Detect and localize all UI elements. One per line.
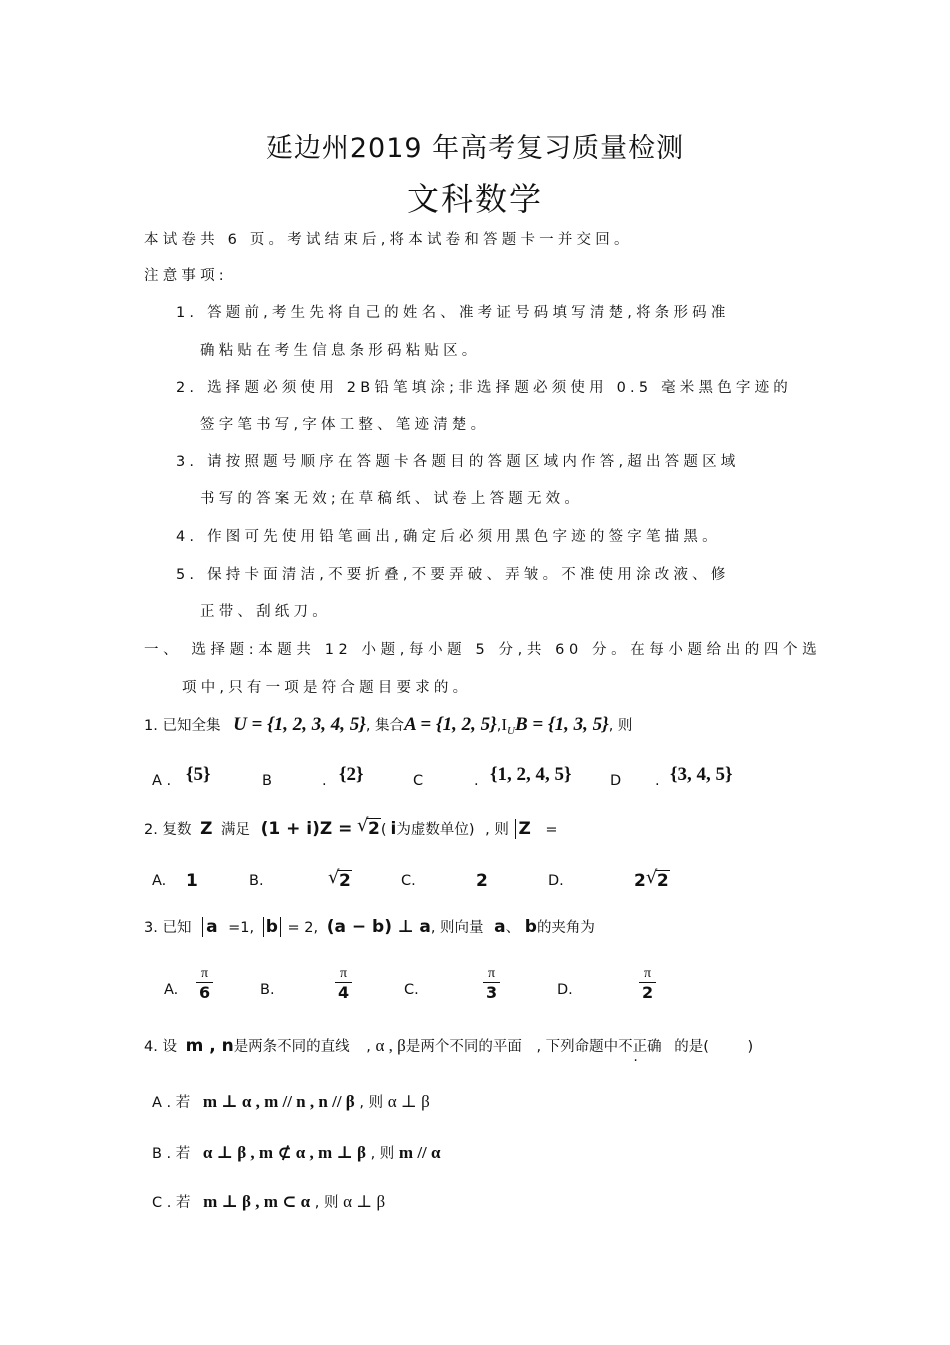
- q2-option-c-value: 2: [476, 871, 488, 891]
- q4-planes-ab: α , β: [375, 1036, 406, 1055]
- q4-option-b-conclusion: m // α: [398, 1143, 441, 1162]
- note-2-line-1: 2. 选择题必须使用 2B铅笔填涂;非选择题必须使用 0.5 毫米黑色字迹的: [176, 380, 793, 396]
- note-5-line-1: 5. 保持卡面清洁,不要折叠,不要弄破、弄皱。不准使用涂改液、修: [176, 567, 730, 583]
- note-3-line-2: 书写的答案无效;在草稿纸、试卷上答题无效。: [200, 491, 584, 507]
- q2-option-a[interactable]: A.: [152, 873, 167, 889]
- q3-option-a[interactable]: A.: [164, 982, 179, 998]
- q2-option-a-value: 1: [186, 871, 198, 891]
- q3-norm-a: a: [202, 917, 217, 937]
- q1-option-b-value: {2}: [339, 764, 364, 785]
- q4-option-a-condition: m ⊥ α , m // n , n // β: [202, 1092, 355, 1111]
- q3-option-b-value: $\frac{\pi}{4}$: [335, 966, 352, 1002]
- q1-option-a[interactable]: A .: [152, 773, 172, 789]
- q4-lines-mn: m , n: [185, 1036, 234, 1056]
- note-1-line-2: 确粘贴在考生信息条形码粘贴区。: [200, 343, 481, 359]
- q2-sqrt-2: √ 2: [356, 815, 380, 839]
- question-3: 3. 已知 a =1, b = 2, (a − b) ⊥ a, 则向量 a、 b的夹角为: [144, 917, 595, 937]
- q4-option-b[interactable]: B . 若 α ⊥ β , m ⊄ α , m ⊥ β , 则 m // α: [152, 1143, 441, 1162]
- question-2: 2. 复数 Z 满足 (1 + i)Z = √ 2( i为虚数单位) , 则 Z =: [144, 815, 558, 839]
- exam-subject: 文科数学: [406, 180, 543, 218]
- q4-emphasis-incorrect: 不正确: [618, 1039, 662, 1055]
- q3-option-d-value: $\frac{\pi}{2}$: [639, 966, 656, 1002]
- note-5-line-2: 正带、刮纸刀。: [200, 604, 331, 620]
- q1-set-a: A = {1, 2, 5}: [404, 714, 497, 735]
- q3-vector-b: b: [524, 917, 537, 937]
- q2-option-b-value: √ 2: [328, 867, 351, 891]
- q4-option-b-condition: α ⊥ β , m ⊄ α , m ⊥ β: [202, 1143, 366, 1162]
- q3-option-c-value: $\frac{\pi}{3}$: [483, 966, 500, 1002]
- section-heading-line-2: 项中,只有一项是符合题目要求的。: [182, 680, 472, 696]
- q3-option-a-value: $\frac{\pi}{6}$: [196, 966, 213, 1002]
- q4-option-c[interactable]: C . 若 m ⊥ β , m ⊂ α , 则 α ⊥ β: [152, 1192, 386, 1211]
- q1-complement-symbol: I: [501, 715, 508, 734]
- note-3-line-1: 3. 请按照题号顺序在答题卡各题目的答题区域内作答,超出答题区域: [176, 454, 740, 470]
- q2-option-c[interactable]: C.: [401, 873, 416, 889]
- exam-title: 延边州2019 年高考复习质量检测: [265, 133, 685, 164]
- q3-norm-b: b: [263, 917, 281, 937]
- note-2-line-2: 签字笔书写,字体工整、笔迹清楚。: [200, 417, 490, 433]
- q1-option-d-value: {3, 4, 5}: [670, 764, 733, 785]
- q4-option-a[interactable]: A . 若 m ⊥ α , m // n , n // β , 则 α ⊥ β: [152, 1092, 430, 1111]
- q1-prefix: 1. 已知全集: [144, 718, 221, 734]
- notice-heading: 注意事项:: [144, 268, 228, 284]
- intro-line: 本试卷共 6 页。考试结束后,将本试卷和答题卡一并交回。: [144, 232, 633, 248]
- q2-option-d[interactable]: D.: [548, 873, 564, 889]
- note-4-line-1: 4. 作图可先使用铅笔画出,确定后必须用黑色字迹的签字笔描黑。: [176, 529, 721, 545]
- q2-abs-z: Z: [515, 819, 530, 839]
- note-1-line-1: 1. 答题前,考生先将自己的姓名、准考证号码填写清楚,将条形码准: [176, 305, 730, 321]
- q1-option-a-value: {5}: [186, 764, 211, 785]
- q1-option-b[interactable]: B: [262, 773, 272, 789]
- q1-option-c[interactable]: C: [413, 773, 424, 789]
- q1-universal-set: U = {1, 2, 3, 4, 5}: [233, 714, 366, 735]
- q1-option-c-value: {1, 2, 4, 5}: [490, 764, 572, 785]
- q2-option-d-value: 2 √ 2: [634, 867, 669, 891]
- question-4: 4. 设 m , n是两条不同的直线 , α , β是两个不同的平面 , 下列命题中不正确 的是( ): [144, 1036, 754, 1056]
- q2-variable-z: Z: [200, 819, 213, 839]
- question-1: 1. 已知全集 U = {1, 2, 3, 4, 5}, 集合A = {1, 2, $5\},I_UB = \{1$, 3, 5}, 则: [144, 714, 633, 737]
- q3-vector-a: a: [494, 917, 506, 937]
- q4-option-c-conclusion: α ⊥ β: [343, 1192, 386, 1211]
- section-heading-line-1: 一、 选择题:本题共 12 小题,每小题 5 分,共 60 分。在每小题给出的四个选: [144, 642, 822, 658]
- q2-equation: (1 + i)Z =: [260, 819, 353, 839]
- q3-option-d[interactable]: D.: [557, 982, 573, 998]
- q1-complement-b: B = {1, 3, 5}: [514, 714, 609, 735]
- q4-option-a-conclusion: α ⊥ β: [387, 1092, 430, 1111]
- q3-perpendicular-condition: (a − b) ⊥ a: [326, 917, 431, 937]
- q4-option-c-condition: m ⊥ β , m ⊂ α: [203, 1192, 311, 1211]
- q1-option-d[interactable]: D: [610, 773, 622, 789]
- q3-option-c[interactable]: C.: [404, 982, 419, 998]
- q3-option-b[interactable]: B.: [260, 982, 275, 998]
- q2-option-b[interactable]: B.: [249, 873, 264, 889]
